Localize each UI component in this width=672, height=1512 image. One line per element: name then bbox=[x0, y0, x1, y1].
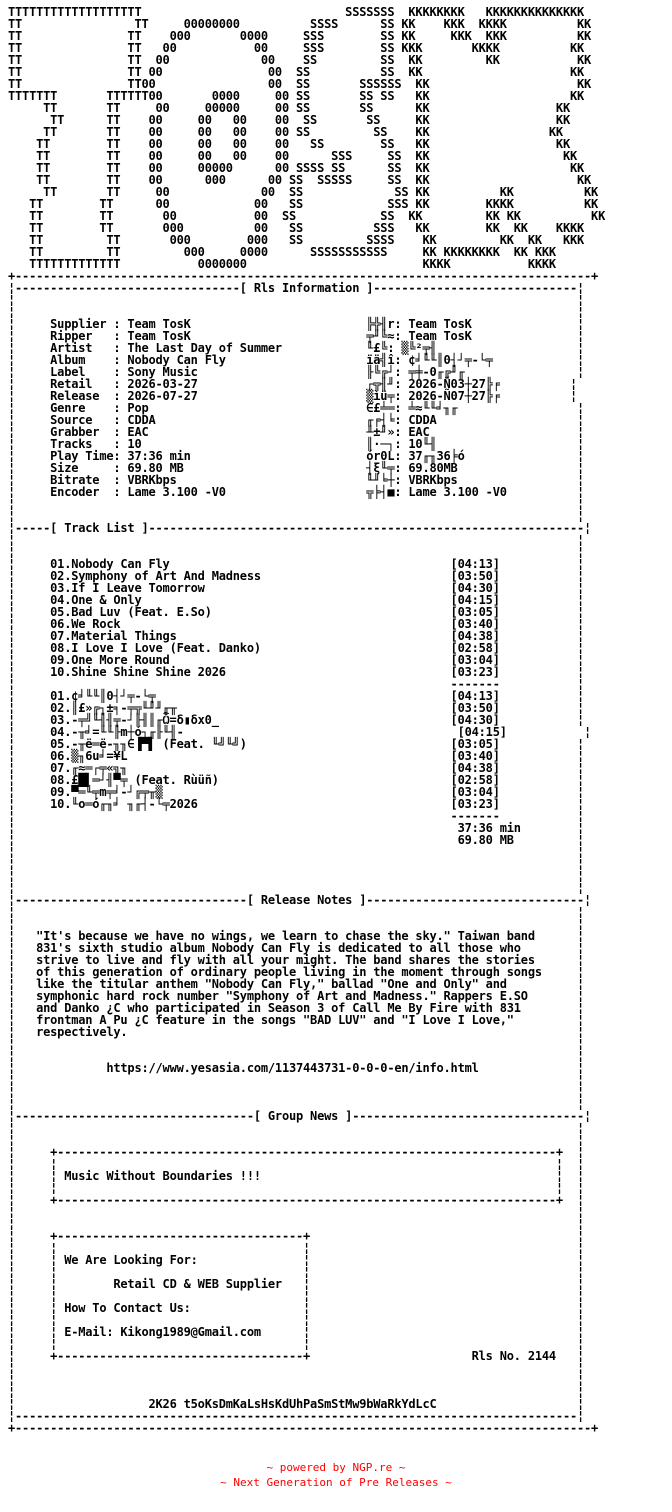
powered-by-text[interactable]: ~ powered by NGP.re ~ bbox=[266, 1461, 406, 1474]
footer-tagline: ~ Next Generation of Pre Releases ~ bbox=[220, 1476, 452, 1489]
powered-by-link[interactable] bbox=[0, 1460, 672, 1475]
nfo-document: TTTTTTTTTTTTTTTTTTT SSSSSSS KKKKKKKK KKKKKKKKKKKKKK TT TT 00000000 SSSS SS KK KKK KKKK KK TT TT 000 0000 SSS SS KK KKK KKK KK TT TT 00 00 SSS SS KKK KKKK KK TT TT 00 00 SS SS KK KK KK TT TT 00 00 SS SS KK KK TT TT00 00 SS SSSSSS KK KK TTTTTTT TTTTTT00 0000 00 SS SS SS KK KK TT TT 00 00000 00 SS SS KK KK TT TT 00 00 00 00 SS SS KK KK TT TT 00 00 00 00 SS SS KK KK TT TT 00 00 00 00 SS SS KK KK TT TT 00 00 00 00 SSS SS KK KK TT TT 00 00000 00 SSSS SS SS KK KK TT TT 00 000 00 SS SSSSS SS KK KK TT TT 00 00 SS SS KK KK KK TT TT 00 00 SS SSS KK KKKK KK TT TT 00 00 SS SS KK KK KK KK TT TT 000 00 SS SSS KK KK KK KKKK TT TT 000 000 SS SSSS KK KK KK KKK TT TT 000 0000 SSSSSSSSSSS KK KKKKKKKK KK KKK TTTTTTTTTTTTT 0000000 KKKK KKKK +----------------------------------------------------------------------------------+ ¦--------------------------------[ Rls Information ]-----------------------------¦ ¦ ¦ ¦ ¦ ¦ Supplier : Team TosK ╠╬╢r: Team TosK ¦ ¦ Ripper : Team TosK ╤╜╚≈: Team TosK ¦ ¦ Artist : The Last Day of Summer ╙£╚: ▒╚²╤╢ ¦ ¦ Album : Nobody Can Fly ïä╣î: ¢╛╙╙║0┤┘╤-└╤ ¦ ¦ Label : Sony Music ╟╚╔┘: ╤╪-0╓╔╜╓ ¦ ¦ Retail : 2026-03-27 ┌╦╢╜: 2026-Ñ03┼27╠╒ ¦ ¦ Release : 2026-07-27 ▒ìü╤: 2026-Ñ07┼27╠╒ ¦ ¦ Genre : Pop ∈£╧═: ╧≈╙╙╛╖╓ ¦ ¦ Source : CDDA ╓╒┤╘: CDDA ¦ ¦ Grabber : EAC ╨±╜»: EAC ¦ ¦ Tracks : 10 ║·─┐: 10╙╢ ¦ ¦ Play Time: 37:36 min ór0L: 37╓╖36╞ó ¦ ¦ Size : 69.80 MB ┤ξ╙╤: 69.80MB ¦ ¦ Bitrate : VBRKbps ╙╜╘┼: VBRKbps ¦ ¦ Encoder : Lame 3.100 -V0 ╦╞┤■: Lame 3.100 -V0 ¦ ¦ ¦ ¦ ¦ ¦-----[ Track List ]--------------------------------------------------------------¦ ¦ ¦ ¦ ¦ ¦ 01.Nobody Can Fly [04:13] ¦ ¦ 02.Symphony of Art And Madness [03:50] ¦ ¦ 03.If I Leave Tomorrow [04:30] ¦ ¦ 04.One & Only [04:15] ¦ ¦ 05.Bad Luv (Feat. E.So) [03:05] ¦ ¦ 06.We Rock [03:40] ¦ ¦ 07.Material Things [04:38] ¦ ¦ 08.I Love I Love (Feat. Danko) [02:58] ¦ ¦ 09.One More Round [03:04] ¦ ¦ 10.Shine Shine Shine 2026 [03:23] ¦ ¦ ------- ¦ ¦ 01.¢╛╙╙║0┤┘╤-└╤ [04:13] ¦ ¦ 02.║£»╔┐±╕-╤╦╙╜╜╓╥ [03:50] ¦ ¦ 03.-╤╝╙╢╢╤-┘╟╢║╓Ѽ=δ▮δx0_ [04:30] ¦ ¦ 04.-╥╛=╙╙╟m┼ó┐╓╟╙╢- [04:15] ¦ ¦ 05.-╥ë═ë-╖╖∈▐▀▌ (Feat. ╙╝╙╝) [03:05] ¦ ¦ 06.▒╖6u╛=¥L [03:40] ¦ ¦ 07.╓≈═┌╤«╗╖ [04:38] ¦ ¦ 08.£█▌═┘╢▀╤ (Feat. Rùüñ) [02:58] ¦ ¦ 09.▀═╙╤m╤╛-┘╔╤╥▒ [03:04] ¦ ¦ 10.╙o═ó╓╖╛ ╖╓┤-└╤2026 [03:23] ¦ ¦ ------- ¦ ¦ 37:36 min ¦ ¦ 69.80 MB ¦ ¦ ¦ ¦ ¦ ¦ ¦ ¦ ¦ ¦---------------------------------[ Release Notes ]-------------------------------¦ ¦ ¦ ¦ ¦ ¦ "It's because we have no wings, we learn to chase the sky." Taiwan band ¦ ¦ 831's sixth studio album Nobody Can Fly is dedicated to all those who ¦ ¦ strive to live and fly with all your might. The band shares the stories ¦ ¦ of this generation of ordinary people living in the moment through songs ¦ ¦ like the titular anthem "Nobody Can Fly," ballad "One and Only" and ¦ ¦ symphonic hard rock number "Symphony of Art and Madness." Rappers E.SO ¦ ¦ and Danko ¿C who participated in Season 3 of Call Me By Fire with 831 ¦ ¦ frontman A Pu ¿C feature in the songs "BAD LUV" and "I Love I Love," ¦ ¦ respectively. ¦ ¦ ¦ ¦ ¦ ¦ https://www.yesasia.com/1137443731-0-0-0-en/info.html ¦ ¦ ¦ ¦ ¦ ¦ ¦ ¦----------------------------------[ Group News ]---------------------------------¦ ¦ ¦ ¦ ¦ ¦ +-----------------------------------------------------------------------+ ¦ ¦ ¦ ¦ ¦ ¦ ¦ Music Without Boundaries !!! ¦ ¦ ¦ ¦ ¦ ¦ ¦ +-----------------------------------------------------------------------+ ¦ ¦ ¦ ¦ ¦ ¦ +-----------------------------------+ ¦ ¦ ¦ ¦ ¦ ¦ ¦ We Are Looking For: ¦ ¦ ¦ ¦ ¦ ¦ ¦ ¦ Retail CD & WEB Supplier ¦ ¦ ¦ ¦ ¦ ¦ ¦ ¦ How To Contact Us: ¦ ¦ ¦ ¦ ¦ ¦ ¦ ¦ E-Mail: Kikong1989@Gmail.com ¦ ¦ ¦ ¦ ¦ ¦ ¦ +-----------------------------------+ Rls No. 2144 ¦ ¦ ¦ ¦ ¦ ¦ ¦ ¦ 2K26 t5oKsDmKaLsHsKdUhPaSmStMw9bWaRkYdLcC ¦ ¦--------------------------------------------------------------------------------¦ +----------------------------------------------------------------------------------+ bbox=[8, 5, 606, 1435]
